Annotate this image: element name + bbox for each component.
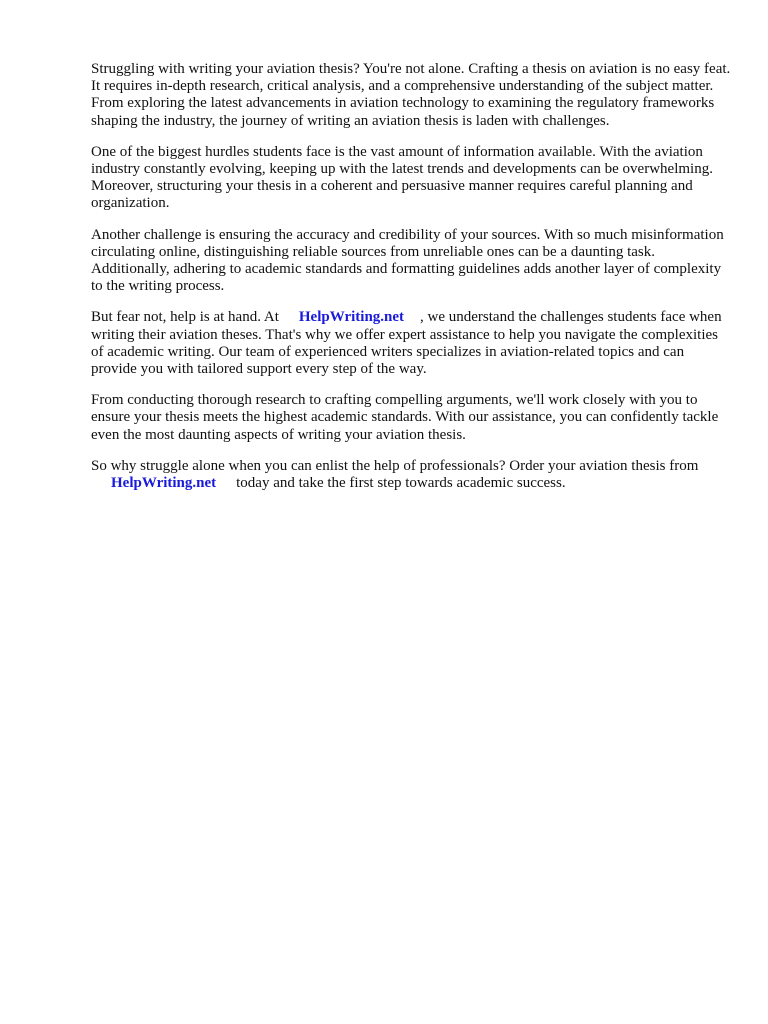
paragraph-order-before: So why struggle alone when you can enlist the help of professionals? Order your aviation thesis from: [91, 457, 699, 474]
paragraph-order: [91, 458, 731, 492]
paragraph-order-after: today and take the first step towards academic success.: [236, 475, 566, 492]
paragraph-help-after: , we understand the challenges students face when writing their aviation theses. That's why we offer expert assistance to help you navigate the complexities of academic writing. Our team of experienced writers specializes in aviation-related topics and can provide you with tailored support every step of the way.: [91, 309, 722, 378]
paragraph-intro: Struggling with writing your aviation thesis? You're not alone. Crafting a thesis on aviation is no easy feat. It requires in-depth research, critical analysis, and a comprehensive understanding of the subject matter. From exploring the latest advancements in aviation technology to examining the regulatory frameworks shaping the industry, the journey of writing an aviation thesis is laden with challenges.: [91, 61, 731, 129]
paragraph-help-before: But fear not, help is at hand. At: [91, 309, 279, 326]
paragraph-research: From conducting thorough research to crafting compelling arguments, we'll work closely with you to ensure your thesis meets the highest academic standards. With our assistance, you can confidently tackle even the most daunting aspects of writing your aviation thesis.: [91, 392, 719, 443]
paragraph-help: [91, 309, 731, 378]
helpwriting-link-order[interactable]: HelpWriting.net: [111, 475, 217, 492]
helpwriting-link[interactable]: HelpWriting.net: [298, 309, 405, 326]
document-body: [91, 61, 731, 506]
paragraph-sources: Another challenge is ensuring the accuracy and credibility of your sources. With so much misinformation circulating online, distinguishing reliable sources from unreliable ones can be a daunting task. Additionally, adhering to academic standards and formatting guidelines adds another layer of complexity to the writing process.: [91, 226, 724, 295]
paragraph-hurdles: One of the biggest hurdles students face is the vast amount of information available. With the aviation industry constantly evolving, keeping up with the latest trends and developments can be overwhelming. Moreover, structuring your thesis in a coherent and persuasive manner requires careful planning and organization.: [91, 143, 713, 212]
